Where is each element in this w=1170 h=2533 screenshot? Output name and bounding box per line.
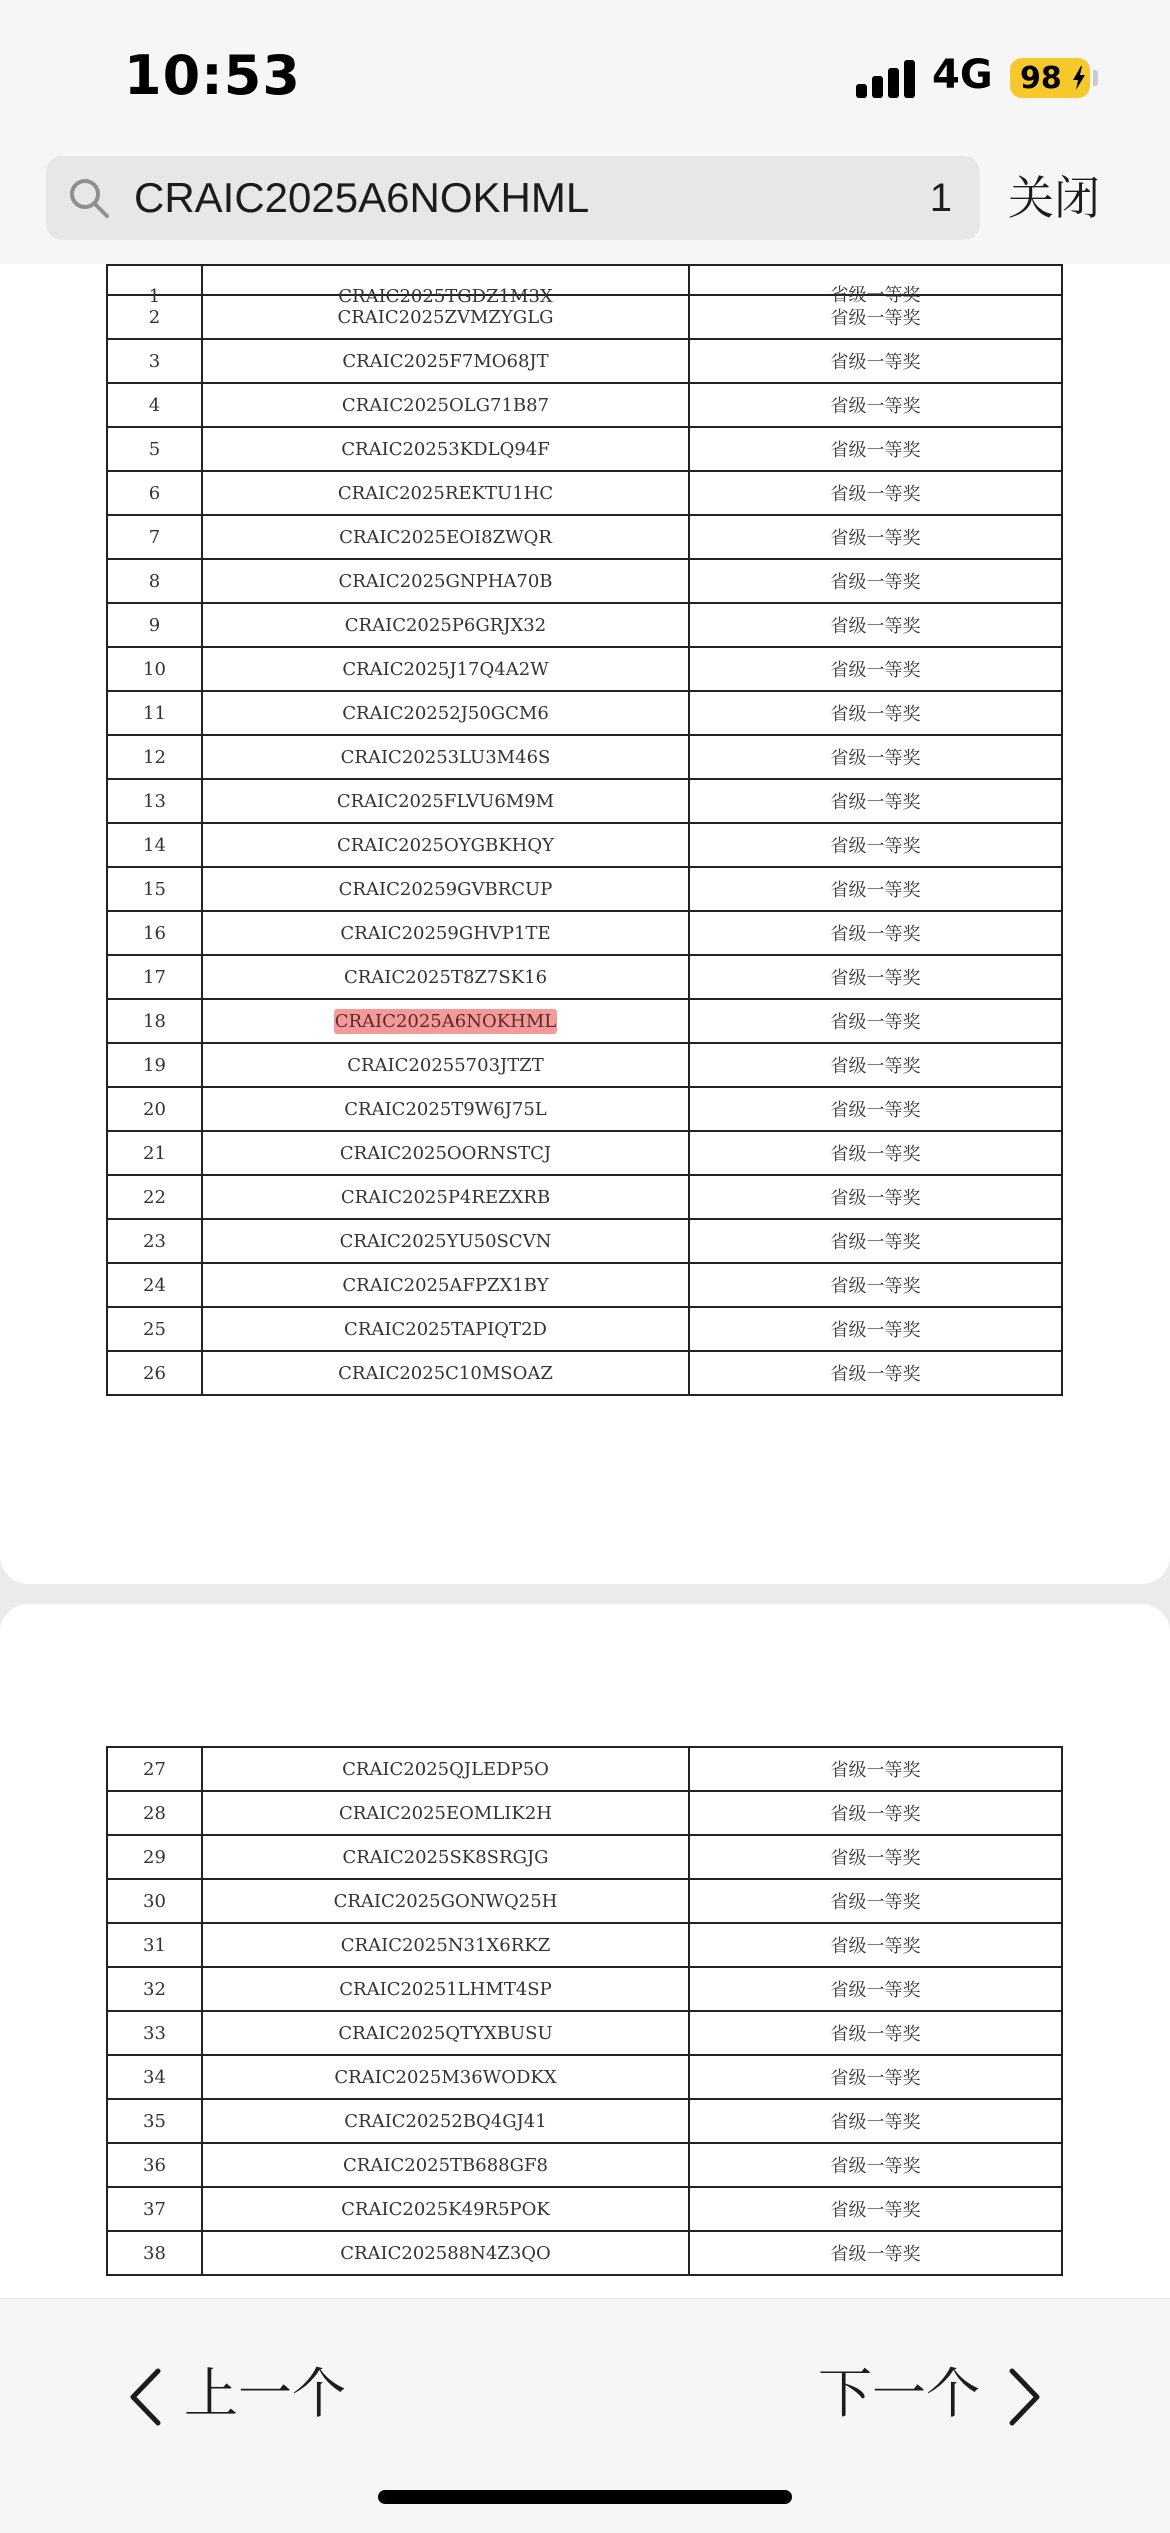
cell-award <box>689 955 1062 999</box>
cell-text: 省级一等奖 <box>830 1144 921 1165</box>
table-row <box>107 1087 1062 1131</box>
cell-code <box>202 515 689 559</box>
cell-code <box>202 1307 689 1351</box>
cell-text: 省级一等奖 <box>830 1056 921 1077</box>
cell-text: CRAIC20253KDLQ94F <box>341 438 550 460</box>
cell-code <box>202 427 689 471</box>
cell-code <box>202 471 689 515</box>
cell-award <box>689 2231 1062 2275</box>
cell-award <box>689 779 1062 823</box>
cell-award <box>689 471 1062 515</box>
cell-text: 省级一等奖 <box>830 1892 921 1913</box>
search-match-highlight: CRAIC2025A6NOKHML <box>334 1010 557 1032</box>
cell-award <box>689 911 1062 955</box>
cell-text: 省级一等奖 <box>830 748 921 769</box>
cell-award <box>689 265 1062 306</box>
cell-text: CRAIC2025C10MSOAZ <box>338 1362 553 1384</box>
cell-no <box>107 471 202 515</box>
cell-text: 省级一等奖 <box>830 1760 921 1781</box>
award-table-page-1 <box>106 264 1063 1396</box>
cell-no <box>107 2143 202 2187</box>
cell-text: CRAIC2025YU50SCVN <box>339 1230 552 1252</box>
cell-text: CRAIC2025GONWQ25H <box>333 1890 558 1912</box>
table-row <box>107 515 1062 559</box>
cell-text: 34 <box>143 2066 166 2088</box>
cell-text: 4 <box>148 394 161 416</box>
cell-text: 省级一等奖 <box>830 660 921 681</box>
cell-code <box>202 265 689 307</box>
battery-tip <box>1093 70 1098 86</box>
cell-text: CRAIC2025QTYXBUSU <box>338 2022 553 2044</box>
cell-text: 省级一等奖 <box>830 2112 921 2133</box>
cell-award <box>689 1791 1062 1835</box>
cell-no <box>107 999 202 1043</box>
cell-no <box>107 1043 202 1087</box>
cell-award <box>689 559 1062 603</box>
cell-text: 18 <box>143 1010 166 1032</box>
cell-text: 省级一等奖 <box>830 1804 921 1825</box>
cell-text: 省级一等奖 <box>830 968 921 989</box>
cell-text: 省级一等奖 <box>830 1012 921 1033</box>
table-row <box>107 1351 1062 1395</box>
table-row <box>107 823 1062 867</box>
cell-code <box>202 1263 689 1307</box>
table-row <box>107 339 1062 383</box>
cell-no <box>107 1791 202 1835</box>
cell-text: 38 <box>143 2242 166 2264</box>
cell-award <box>689 647 1062 691</box>
cell-text: CRAIC2025TGDZ1M3X <box>338 286 553 307</box>
cell-award <box>689 1835 1062 1879</box>
cell-text: 省级一等奖 <box>830 1276 921 1297</box>
cell-no <box>107 1307 202 1351</box>
cell-text: 22 <box>143 1186 166 1208</box>
cell-text: CRAIC2025J17Q4A2W <box>342 658 549 680</box>
cell-award <box>689 603 1062 647</box>
cell-no <box>107 1879 202 1923</box>
cell-code <box>202 2187 689 2231</box>
table-row <box>107 559 1062 603</box>
match-count: 1 <box>929 176 952 220</box>
home-indicator[interactable] <box>378 2490 792 2504</box>
cell-text: CRAIC20253LU3M46S <box>340 746 551 768</box>
cell-text: 13 <box>143 790 166 812</box>
cell-text: CRAIC2025ZVMZYGLG <box>337 306 554 328</box>
cell-no <box>107 1835 202 1879</box>
cell-text: CRAIC20251LHMT4SP <box>339 1978 552 2000</box>
table-row <box>107 647 1062 691</box>
signal-bars-icon <box>856 60 916 98</box>
network-label: 4G <box>932 52 993 98</box>
cell-award <box>689 2187 1062 2231</box>
cell-text: 省级一等奖 <box>830 792 921 813</box>
cell-text: CRAIC2025GNPHA70B <box>338 570 553 592</box>
table-row <box>107 383 1062 427</box>
cell-text: CRAIC2025M36WODKX <box>334 2066 557 2088</box>
cell-text: 5 <box>148 438 161 460</box>
cell-text: 19 <box>143 1054 166 1076</box>
cell-text: 9 <box>148 614 161 636</box>
cell-award <box>689 1923 1062 1967</box>
cell-text: CRAIC2025SK8SRGJG <box>342 1846 549 1868</box>
table-row <box>107 1043 1062 1087</box>
cell-text: CRAIC20259GHVP1TE <box>340 922 551 944</box>
cell-code <box>202 383 689 427</box>
cell-code <box>202 559 689 603</box>
table-row <box>107 1879 1062 1923</box>
cell-text: 3 <box>148 350 161 372</box>
table-row <box>107 2099 1062 2143</box>
cell-text: 14 <box>143 834 166 856</box>
award-table-page-2 <box>106 1746 1063 2276</box>
cell-text: 省级一等奖 <box>830 2068 921 2089</box>
cell-text: 省级一等奖 <box>830 1848 921 1869</box>
table-row <box>107 2011 1062 2055</box>
cell-text: 省级一等奖 <box>830 2200 921 2221</box>
cell-text: CRAIC2025K49R5POK <box>341 2198 550 2220</box>
table-row <box>107 867 1062 911</box>
search-icon <box>68 177 110 219</box>
cell-text: CRAIC2025T9W6J75L <box>344 1098 547 1120</box>
cell-code <box>202 955 689 999</box>
cell-no <box>107 2011 202 2055</box>
prev-label: 上一个 <box>184 2362 346 2425</box>
cell-text: CRAIC202588N4Z3QO <box>340 2242 551 2264</box>
cell-award <box>689 1351 1062 1395</box>
chevron-left-icon <box>128 2367 162 2427</box>
table-row <box>107 2187 1062 2231</box>
cell-code <box>202 1175 689 1219</box>
cell-text: 省级一等奖 <box>830 440 921 461</box>
cell-award <box>689 999 1062 1043</box>
table-row <box>107 1263 1062 1307</box>
cell-text: 24 <box>143 1274 166 1296</box>
cell-no <box>107 515 202 559</box>
prev-match-button[interactable] <box>128 2357 346 2431</box>
cell-text: 省级一等奖 <box>830 704 921 725</box>
cell-text: 省级一等奖 <box>830 1980 921 2001</box>
next-label: 下一个 <box>818 2362 980 2425</box>
cell-no <box>107 1351 202 1395</box>
table-row <box>107 911 1062 955</box>
cell-text: 省级一等奖 <box>830 924 921 945</box>
cell-text: CRAIC2025OLG71B87 <box>341 394 550 416</box>
cell-text: CRAIC2025EOMLIK2H <box>338 1802 552 1824</box>
cell-text: 省级一等奖 <box>830 352 921 373</box>
cell-text: 省级一等奖 <box>830 2024 921 2045</box>
cell-no <box>107 559 202 603</box>
cell-no <box>107 427 202 471</box>
cell-text: 8 <box>148 570 161 592</box>
table-row <box>107 1967 1062 2011</box>
table-row <box>107 1835 1062 1879</box>
cell-no <box>107 339 202 383</box>
cell-text: 省级一等奖 <box>830 2156 921 2177</box>
cell-code <box>202 779 689 823</box>
cell-no <box>107 1923 202 1967</box>
cell-text: 30 <box>143 1890 166 1912</box>
cell-award <box>689 2011 1062 2055</box>
cell-text: 26 <box>143 1362 166 1384</box>
cell-text: CRAIC2025F7MO68JT <box>342 350 549 372</box>
cell-text: 省级一等奖 <box>830 2244 921 2265</box>
cell-no <box>107 2187 202 2231</box>
cell-no <box>107 2231 202 2275</box>
cell-text: 省级一等奖 <box>830 572 921 593</box>
search-box[interactable] <box>46 156 980 240</box>
cell-award <box>689 1043 1062 1087</box>
cell-text: 27 <box>143 1758 166 1780</box>
cell-text: CRAIC20252BQ4GJ41 <box>344 2110 547 2132</box>
close-button[interactable]: 关闭 <box>1008 171 1100 225</box>
table-row <box>107 1747 1062 1791</box>
cell-no <box>107 265 202 307</box>
cell-code <box>202 1219 689 1263</box>
cell-text: CRAIC2025QJLEDP5O <box>342 1758 549 1780</box>
cell-code <box>202 1879 689 1923</box>
cell-award <box>689 1967 1062 2011</box>
table-row <box>107 999 1062 1043</box>
cell-award <box>689 1175 1062 1219</box>
cell-no <box>107 603 202 647</box>
table-row <box>107 2231 1062 2275</box>
cell-text: CRAIC2025N31X6RKZ <box>340 1934 551 1956</box>
cell-code <box>202 735 689 779</box>
cell-text: 省级一等奖 <box>830 1936 921 1957</box>
cell-code <box>202 867 689 911</box>
cell-no <box>107 1219 202 1263</box>
cell-text: 省级一等奖 <box>830 308 921 329</box>
cell-text: 省级一等奖 <box>830 616 921 637</box>
cell-award <box>689 427 1062 471</box>
table-row <box>107 427 1062 471</box>
cell-code <box>202 2143 689 2187</box>
cell-award <box>689 735 1062 779</box>
cell-text: 31 <box>143 1934 166 1956</box>
battery-level: 98 <box>1020 61 1062 96</box>
cell-no <box>107 955 202 999</box>
table-row <box>107 1219 1062 1263</box>
search-header <box>0 150 1170 265</box>
cell-code <box>202 911 689 955</box>
document-page-1[interactable] <box>0 264 1170 1584</box>
cell-no <box>107 823 202 867</box>
cell-text: 省级一等奖 <box>830 1232 921 1253</box>
cell-code <box>202 647 689 691</box>
cell-text: 21 <box>143 1142 166 1164</box>
cell-text: 33 <box>143 2022 166 2044</box>
cell-no <box>107 735 202 779</box>
next-match-button[interactable] <box>818 2357 1042 2431</box>
cell-text: CRAIC2025FLVU6M9M <box>336 790 555 812</box>
cell-text: 省级一等奖 <box>830 1320 921 1341</box>
cell-text: 省级一等奖 <box>830 1188 921 1209</box>
cell-text: CRAIC2025REKTU1HC <box>337 482 554 504</box>
cell-award <box>689 2143 1062 2187</box>
cell-code <box>202 339 689 383</box>
cell-award <box>689 2099 1062 2143</box>
cell-text: 16 <box>143 922 166 944</box>
cell-no <box>107 647 202 691</box>
cell-text: 36 <box>143 2154 166 2176</box>
cell-text: 2 <box>148 306 161 328</box>
cell-code <box>202 2055 689 2099</box>
cell-text: 省级一等奖 <box>830 285 921 306</box>
cell-text: 6 <box>148 482 161 504</box>
table-row <box>107 691 1062 735</box>
cell-text: CRAIC2025T8Z7SK16 <box>343 966 548 988</box>
cell-no <box>107 2099 202 2143</box>
cell-award <box>689 1131 1062 1175</box>
cell-no <box>107 1967 202 2011</box>
cell-text: 省级一等奖 <box>830 880 921 901</box>
cell-award <box>689 867 1062 911</box>
table-row <box>107 2143 1062 2187</box>
cell-code <box>202 823 689 867</box>
cell-text: CRAIC20252J50GCM6 <box>342 702 549 724</box>
cell-code <box>202 1835 689 1879</box>
table-row <box>107 1791 1062 1835</box>
cell-award <box>689 691 1062 735</box>
cell-text: CRAIC20259GVBRCUP <box>338 878 553 900</box>
cell-code <box>202 1043 689 1087</box>
chevron-right-icon <box>1008 2367 1042 2427</box>
cell-text: 1 <box>148 286 161 307</box>
cell-text: CRAIC20255703JTZT <box>347 1054 544 1076</box>
cell-text: 11 <box>143 702 166 724</box>
status-time: 10:53 <box>124 44 301 107</box>
document-page-2[interactable] <box>0 1604 1170 2304</box>
cell-no <box>107 383 202 427</box>
cell-no <box>107 779 202 823</box>
cell-code <box>202 1923 689 1967</box>
table-row <box>107 735 1062 779</box>
cell-code <box>202 2011 689 2055</box>
cell-text: CRAIC2025OYGBKHQY <box>336 834 555 856</box>
cell-no <box>107 2055 202 2099</box>
cell-code <box>202 1967 689 2011</box>
cell-text: 省级一等奖 <box>830 1100 921 1121</box>
cell-text: 32 <box>143 1978 166 2000</box>
table-row <box>107 1307 1062 1351</box>
cell-text: CRAIC2025TB688GF8 <box>343 2154 548 2176</box>
table-row <box>107 471 1062 515</box>
cell-text: 7 <box>148 526 161 548</box>
cell-text: 37 <box>143 2198 166 2220</box>
table-row <box>107 1923 1062 1967</box>
charging-bolt-icon <box>1072 66 1086 90</box>
cell-award <box>689 823 1062 867</box>
cell-code <box>202 2099 689 2143</box>
cell-award <box>689 383 1062 427</box>
table-row <box>107 1175 1062 1219</box>
cell-code <box>202 1791 689 1835</box>
cell-award <box>689 1307 1062 1351</box>
cell-text: 35 <box>143 2110 166 2132</box>
cell-text: 10 <box>143 658 166 680</box>
cell-award <box>689 1879 1062 1923</box>
cell-text: CRAIC2025AFPZX1BY <box>342 1274 549 1296</box>
cell-code <box>202 1131 689 1175</box>
cell-text: 省级一等奖 <box>830 836 921 857</box>
cell-text: 省级一等奖 <box>830 528 921 549</box>
table-row <box>107 779 1062 823</box>
cell-code <box>202 603 689 647</box>
cell-award <box>689 339 1062 383</box>
cell-text: 29 <box>143 1846 166 1868</box>
table-row <box>107 955 1062 999</box>
cell-no <box>107 1087 202 1131</box>
cell-award <box>689 1087 1062 1131</box>
table-row <box>107 1131 1062 1175</box>
search-input[interactable] <box>134 156 854 240</box>
cell-no <box>107 1263 202 1307</box>
table-row <box>107 265 1062 295</box>
cell-text: 省级一等奖 <box>830 1364 921 1385</box>
table-row <box>107 2055 1062 2099</box>
cell-text: CRAIC2025P4REZXRB <box>340 1186 551 1208</box>
cell-no <box>107 1131 202 1175</box>
cell-code <box>202 1351 689 1395</box>
cell-no <box>107 1175 202 1219</box>
cell-text: 28 <box>143 1802 166 1824</box>
cell-text: 省级一等奖 <box>830 396 921 417</box>
table-row <box>107 603 1062 647</box>
cell-no <box>107 867 202 911</box>
cell-award <box>689 1219 1062 1263</box>
cell-text: CRAIC2025EOI8ZWQR <box>339 526 552 548</box>
cell-code <box>202 2231 689 2275</box>
cell-text: 23 <box>143 1230 166 1252</box>
cell-text: 15 <box>143 878 166 900</box>
cell-text: 12 <box>143 746 166 768</box>
cell-award <box>689 2055 1062 2099</box>
cell-no <box>107 691 202 735</box>
cell-text: 17 <box>143 966 166 988</box>
cell-text: 20 <box>143 1098 166 1120</box>
cell-code <box>202 999 689 1043</box>
cell-award <box>689 515 1062 559</box>
cell-text: 省级一等奖 <box>830 484 921 505</box>
cell-no <box>107 1747 202 1791</box>
cell-award <box>689 1263 1062 1307</box>
status-bar <box>0 0 1170 150</box>
cell-code <box>202 691 689 735</box>
cell-text: 25 <box>143 1318 166 1340</box>
cell-text: CRAIC2025P6GRJX32 <box>344 614 547 636</box>
cell-text: CRAIC2025OORNSTCJ <box>339 1142 552 1164</box>
cell-award <box>689 1747 1062 1791</box>
cell-code <box>202 1747 689 1791</box>
cell-no <box>107 911 202 955</box>
battery-indicator <box>1010 58 1090 98</box>
cell-code <box>202 1087 689 1131</box>
cell-text: CRAIC2025TAPIQT2D <box>344 1318 547 1340</box>
